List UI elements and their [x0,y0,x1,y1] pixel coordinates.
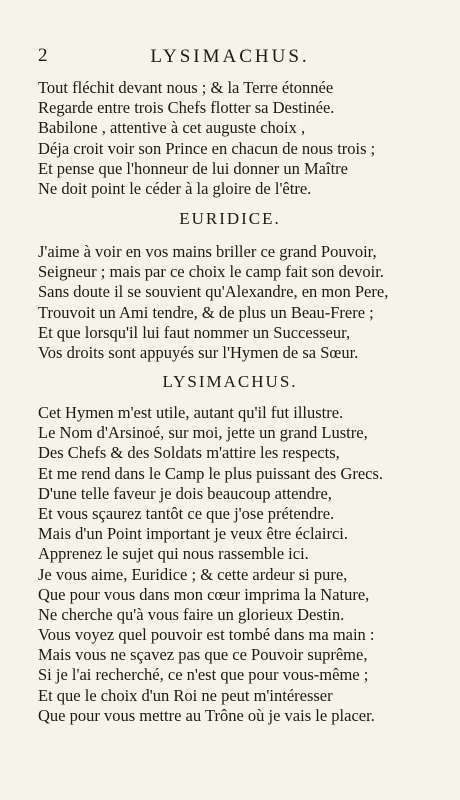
verse-line: Mais vous ne sçavez pas que ce Pouvoir suprême, [38,645,368,665]
verse-line: Apprenez le sujet qui nous rassemble ici. [38,544,309,564]
verse-block-2 [38,242,430,363]
running-title: LYSIMACHUS. [150,46,310,67]
verse-line: Ne cherche qu'à vous faire un glorieux Destin. [38,604,345,624]
verse-line: Tout fléchit devant nous ; & la Terre étonnée [38,78,334,97]
verse-block-1 [38,78,430,199]
verse-line: Et me rend dans le Camp le plus puissant des Grecs. [38,463,384,483]
verse-line: Sans doute il se souvient qu'Alexandre, en mon Pere, [38,282,389,302]
verse-line: Si je l'ai recherché, ce n'est que pour vous-même ; [38,665,369,685]
page-number: 2 [38,45,48,66]
verse-line: Ne doit point le céder à la gloire de l'être. [38,178,312,198]
verse-line: Regarde entre trois Chefs flotter sa Destinée. [38,98,335,118]
verse-line: Cet Hymen m'est utile, autant qu'il fut illustre. [38,403,344,422]
verse-line: Et pense que l'honneur de lui donner un Maître [38,158,348,178]
speaker-heading: LYSIMACHUS. [162,372,298,391]
verse-line: Le Nom d'Arsinoé, sur moi, jette un grand Lustre, [38,423,368,443]
verse-line: Des Chefs & des Soldats m'attire les respects, [38,443,340,463]
verse-line: D'une telle faveur je dois beaucoup attendre, [38,483,332,503]
speaker-heading: EURIDICE. [179,209,281,228]
verse-line: Mais d'un Point important je veux être éclairci. [38,524,348,544]
verse-line: Vous voyez quel pouvoir est tombé dans ma main : [38,625,375,645]
verse-block-3 [38,403,430,726]
verse-line: Que pour vous dans mon cœur imprima la Nature, [38,584,370,604]
verse-line: Et vous sçaurez tantôt ce que j'ose prétendre. [38,503,335,523]
verse-line: Seigneur ; mais par ce choix le camp fait son devoir. [38,262,384,282]
verse-line: Babilone , attentive à cet auguste choix , [38,118,306,138]
verse-line: Vos droits sont appuyés sur l'Hymen de sa Sœur. [38,342,359,362]
verse-line: J'aime à voir en vos mains briller ce grand Pouvoir, [38,242,377,261]
verse-line: Déja croit voir son Prince en chacun de nous trois ; [38,138,376,158]
verse-line: Que pour vous mettre au Trône où je vais le placer. [38,705,375,725]
verse-line: Je vous aime, Euridice ; & cette ardeur si pure, [38,564,348,584]
verse-line: Trouvoit un Ami tendre, & de plus un Beau-Frere ; [38,302,374,322]
verse-line: Et que le choix d'un Roi ne peut m'intéresser [38,685,333,705]
verse-line: Et que lorsqu'il lui faut nommer un Successeur, [38,322,351,342]
